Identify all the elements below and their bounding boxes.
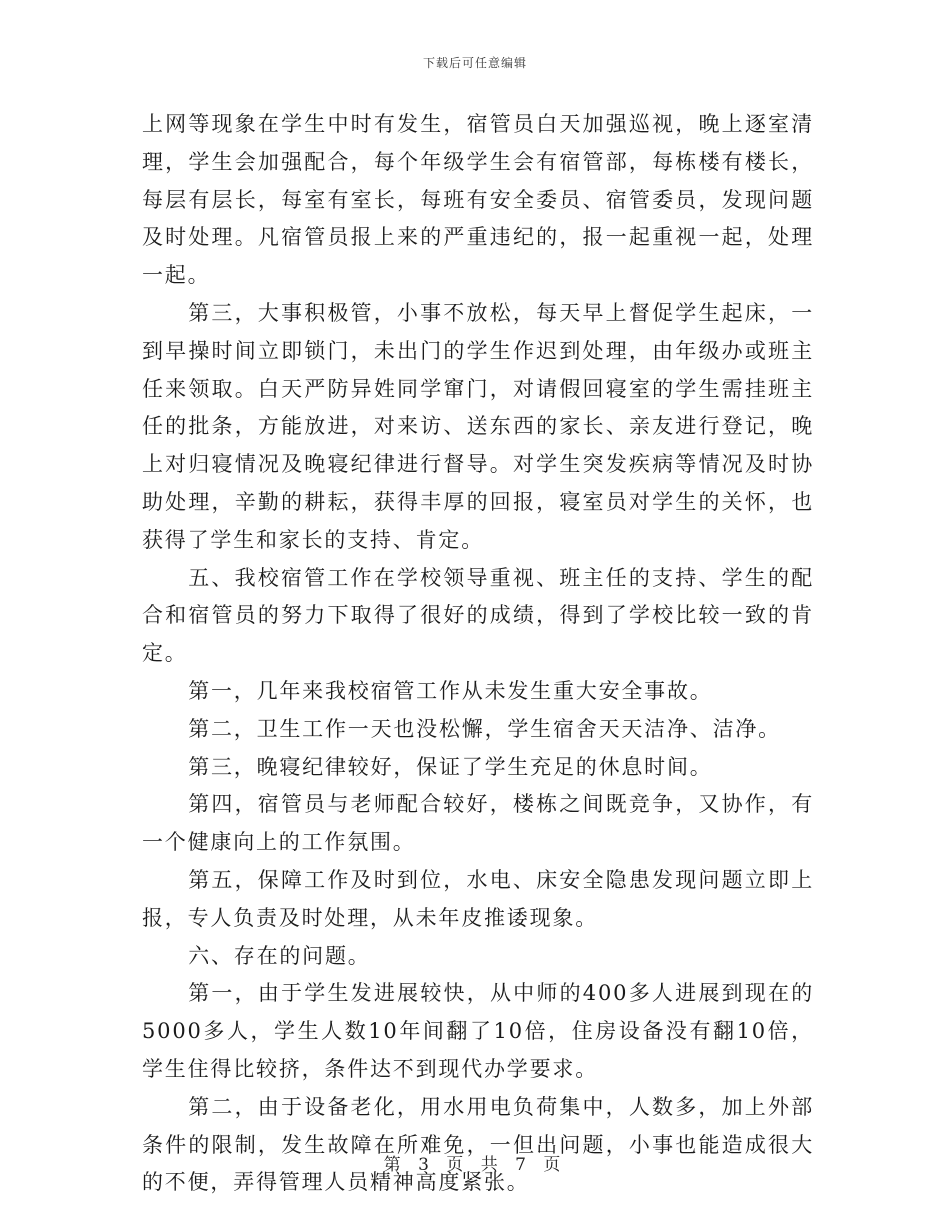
header-note: 下载后可任意编辑 — [422, 56, 527, 70]
paragraph: 第三，晚寝纪律较好，保证了学生充足的休息时间。 — [188, 754, 713, 779]
paragraph: 第四，宿管员与老师配合较好，楼栋之间既竞争，又协作，有一个健康向上的工作氛围。 — [142, 792, 814, 855]
paragraph: 第一，由于学生发进展较快，从中师的400多人进展到现在的5000多人，学生人数10年间翻了10倍，住房设备没有翻10倍，学生住得比较挤，条件达不到现代办学要求。 — [142, 981, 814, 1081]
paragraph: 第二，由于设备老化，用水用电负荷集中，人数多，加上外部条件的限制，发生故障在所难免，一但出问题，小事也能造成很大的不便，弄得管理人员精神高度紧张。 — [142, 1094, 814, 1195]
paragraph: 五、我校宿管工作在学校领导重视、班主任的支持、学生的配合和宿管员的努力下取得了很好的成绩，得到了学校比较一致的肯定。 — [142, 565, 814, 666]
document-body — [142, 106, 814, 1202]
page-number: 第 3 页 共 7 页 — [383, 1155, 567, 1175]
paragraph: 六、存在的问题。 — [188, 943, 371, 968]
paragraph: 第二，卫生工作一天也没松懈，学生宿舍天天洁净、洁净。 — [188, 716, 781, 741]
paragraph: 上网等现象在学生中时有发生，宿管员白天加强巡视，晚上逐室清理，学生会加强配合，每个年级学生会有宿管部，每栋楼有楼长，每层有层长，每室有室长，每班有安全委员、宿管委员，发现问题及时处理。凡宿管员报上来的严重违纪的，报一起重视一起，处理一起。 — [142, 112, 814, 288]
paragraph: 第五，保障工作及时到位，水电、床安全隐患发现问题立即上报，专人负责及时处理，从未年皮推诿现象。 — [142, 867, 814, 930]
paragraph: 第三，大事积极管，小事不放松，每天早上督促学生起床，一到早操时间立即锁门，未出门的学生作迟到处理，由年级办或班主任来领取。白天严防异姓同学窜门，对请假回寝室的学生需挂班主任的批条，方能放进，对来访、送东西的家长、亲友进行登记，晚上对归寝情况及晚寝纪律进行督导。对学生突发疾病等情况及时协助处理，辛勤的耕耘，获得丰厚的回报，寝室员对学生的关怀，也获得了学生和家长的支持、肯定。 — [142, 300, 814, 552]
paragraph: 第一，几年来我校宿管工作从未发生重大安全事故。 — [188, 678, 713, 703]
